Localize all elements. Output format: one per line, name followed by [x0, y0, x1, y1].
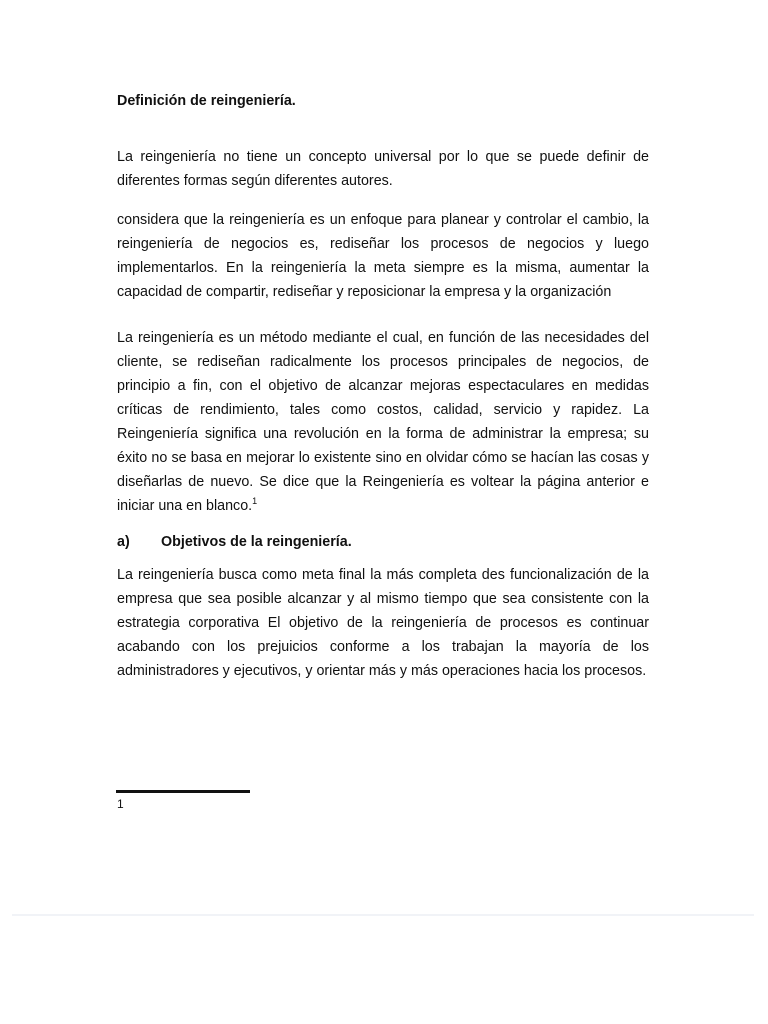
paragraph-intro: La reingeniería no tiene un concepto universal por lo que se puede definir de diferentes formas según diferentes autores. [117, 149, 649, 189]
page-bottom-edge [12, 914, 754, 916]
section-title: Objetivos de la reingeniería. [161, 534, 352, 550]
footnote-number: 1 [117, 797, 124, 811]
paragraph-method-text: La reingeniería es un método mediante el cual, en función de las necesidades del cliente, se rediseñan radicalmente los procesos principales de negocios, de principio a fin, con el objetivo de alcanzar mejoras espectaculares en medidas críticas de rendimiento, tales como costos, calidad, servicio y rapidez. La Reingeniería significa una revolución en la forma de administrar la empresa; su éxito no se basa en mejorar lo existente sino en olvidar cómo se hacían las cosas y diseñarlas de nuevo. Se dice que la Reingeniería es voltear la página anterior e iniciar una en blanco. [117, 330, 649, 514]
section-marker: a) [117, 534, 130, 550]
footnote-reference[interactable]: 1 [252, 496, 258, 506]
footnote-divider [116, 790, 250, 793]
page-title: Definición de reingeniería. [117, 93, 296, 109]
paragraph-method [117, 326, 649, 518]
section-heading-objectives [117, 531, 352, 553]
paragraph-definition: considera que la reingeniería es un enfoque para planear y controlar el cambio, la reingeniería de negocios es, rediseñar los procesos de negocios y luego implementarlos. En la reingeniería la meta siempre es la misma, aumentar la capacidad de compartir, rediseñar y reposicionar la empresa y la organización [117, 212, 649, 300]
paragraph-objectives: La reingeniería busca como meta final la más completa des funcionalización de la empresa que sea posible alcanzar y al mismo tiempo que sea consistente con la estrategia corporativa El objetivo de la reingeniería de procesos es continuar acabando con los prejuicios conforme a los trabajan la mayoría de los administradores y ejecutivos, y orientar más y más operaciones hacia los procesos. [117, 567, 649, 679]
